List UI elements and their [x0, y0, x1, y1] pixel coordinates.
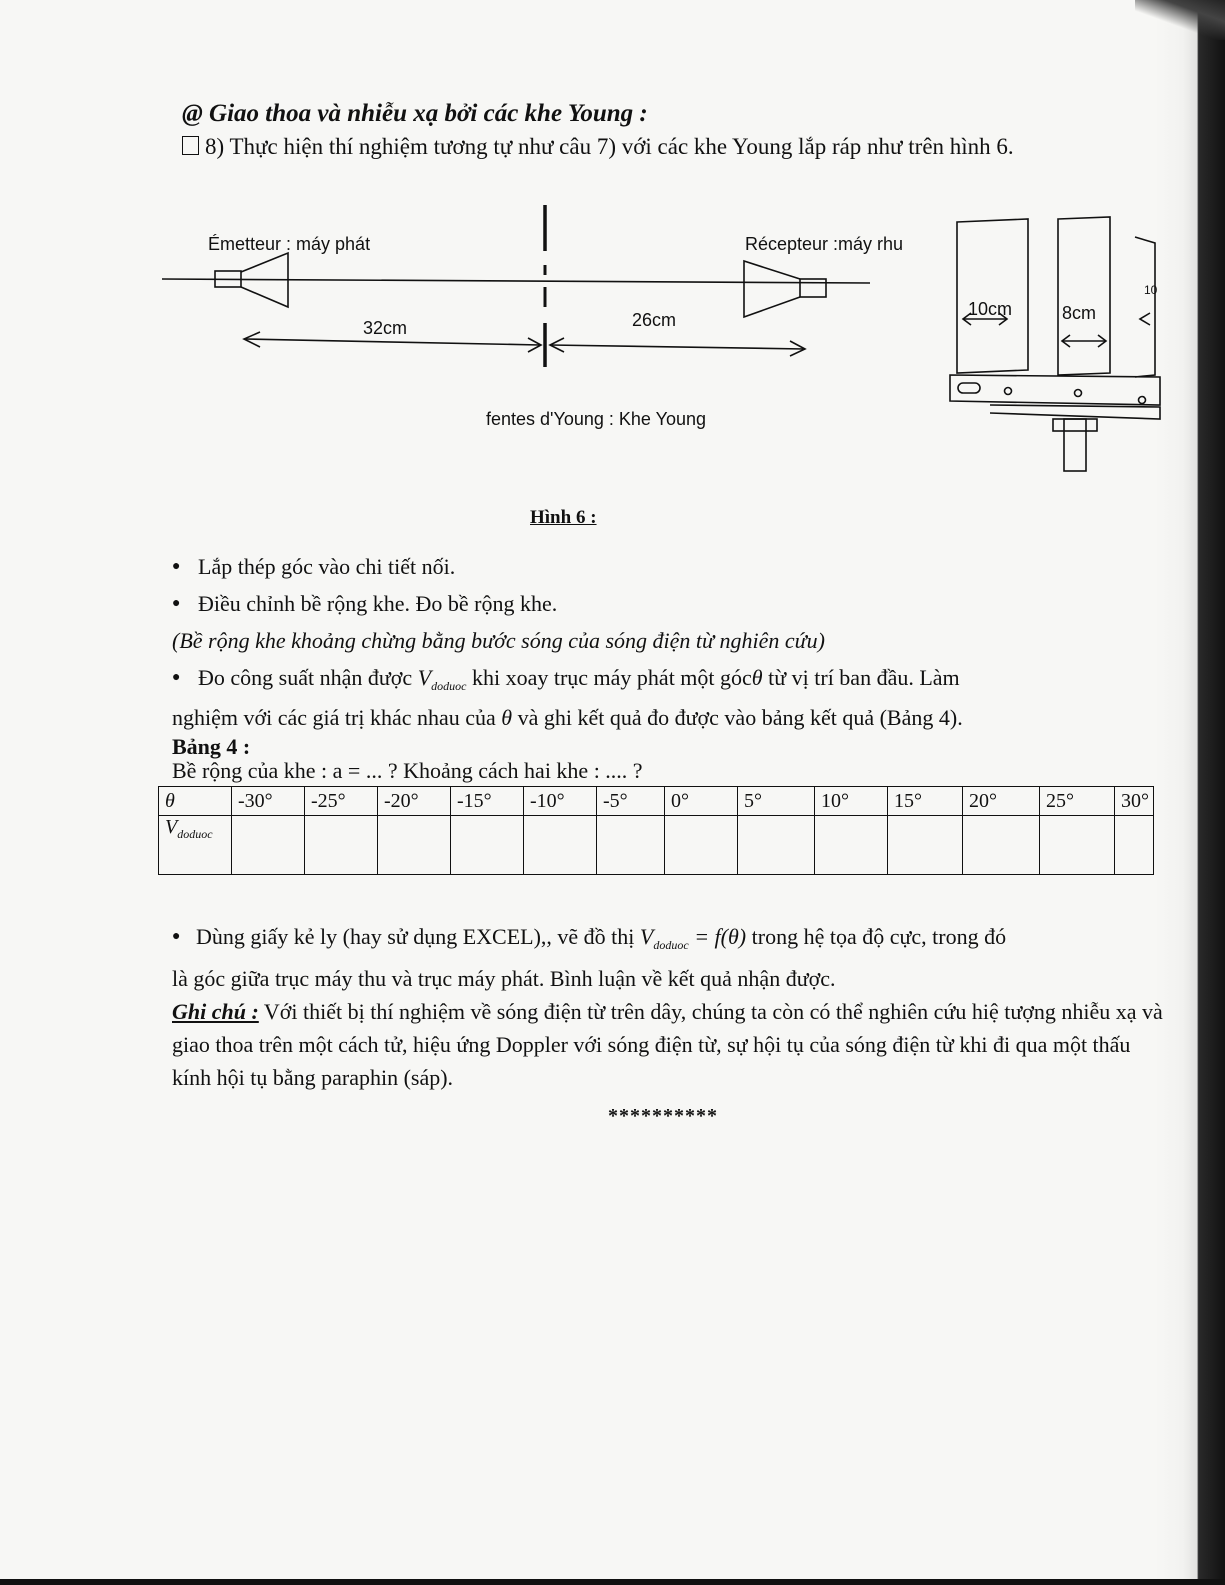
- slit-width-2: 8cm: [1062, 303, 1097, 323]
- slit-plate-2: [1058, 217, 1110, 375]
- slit-width-note: (Bề rộng khe khoảng chừng bằng bước sóng của sóng điện từ nghiên cứu): [172, 628, 825, 653]
- distance-arrow-right: [550, 345, 805, 349]
- optical-axis-line: [162, 279, 870, 283]
- support-post: [1064, 419, 1086, 471]
- question-8-text: 8) Thực hiện thí nghiệm tương tự như câu 7) với các khe Young lắp ráp như trên hình 6.: [205, 134, 1014, 159]
- value-cell: [451, 816, 524, 875]
- table-row-angles: [159, 787, 1154, 816]
- checkbox-icon: [182, 136, 199, 155]
- figure-6: [160, 195, 1170, 485]
- distance-arrow-left: [245, 339, 540, 345]
- results-table: [158, 786, 1154, 875]
- distance-label-right: 26cm: [632, 310, 677, 330]
- bullet-1: ● Lắp thép góc vào chi tiết nối.: [172, 548, 1172, 585]
- figure-title: Hình 6 :: [530, 507, 597, 528]
- angle-cell: -30°: [232, 787, 305, 816]
- value-cell: [888, 816, 963, 875]
- v-subscript: doduoc: [431, 679, 467, 693]
- v-header: [159, 816, 232, 875]
- theta-symbol: θ: [751, 665, 763, 690]
- width-arrow-3-head: [1140, 313, 1150, 325]
- plot-text-c: là góc giữa trục máy thu và trục máy phát. Bình luận về kết quả nhận được.: [172, 966, 836, 991]
- base-hole-1: [958, 383, 980, 393]
- note-paragraph: [172, 995, 1172, 1094]
- table-4-title: Bảng 4 :: [172, 734, 251, 759]
- bullet-2: ● Điều chỉnh bề rộng khe. Đo bề rộng khe.: [172, 585, 1172, 622]
- bullet-3-text-c: từ vị trí ban đầu. Làm: [768, 665, 960, 690]
- slit-width-1: 10cm: [968, 299, 1013, 319]
- bottom-edge: [0, 1579, 1225, 1585]
- theta-symbol-2: θ: [501, 705, 513, 730]
- angle-cell: 20°: [963, 787, 1040, 816]
- value-cell: [665, 816, 738, 875]
- bullet-3-text-d: nghiệm với các giá trị khác nhau của: [172, 705, 496, 730]
- v-header-symbol: V: [165, 816, 178, 838]
- value-cell: [524, 816, 597, 875]
- slit-plate-1: [957, 219, 1028, 373]
- plot-v-subscript: doduoc: [653, 938, 689, 952]
- value-cell: [738, 816, 815, 875]
- note-label: Ghi chú :: [172, 999, 259, 1024]
- value-cell: [305, 816, 378, 875]
- table-row-values: [159, 816, 1154, 875]
- angle-cell: 15°: [888, 787, 963, 816]
- value-cell: [815, 816, 888, 875]
- plot-text-a: Dùng giấy kẻ ly (hay sử dụng EXCEL),, vẽ đồ thị: [196, 924, 635, 949]
- angle-cell: 5°: [738, 787, 815, 816]
- theta-header: θ: [159, 787, 232, 816]
- slit-plate-3: [1135, 237, 1158, 377]
- value-cell: [232, 816, 305, 875]
- end-stars: **********: [608, 1105, 718, 1127]
- v-header-subscript: doduoc: [177, 827, 213, 841]
- angle-cell: 10°: [815, 787, 888, 816]
- base-screw-1: [1005, 388, 1012, 395]
- angle-cell: -10°: [524, 787, 597, 816]
- receiver-body: [800, 279, 826, 297]
- angle-cell: 30°: [1115, 787, 1154, 816]
- base-screw-2: [1075, 390, 1082, 397]
- value-cell: [963, 816, 1040, 875]
- note-text: Với thiết bị thí nghiệm về sóng điện từ trên dây, chúng ta còn có thể nghiên cứu hiệ tượng nhiễu xạ và giao thoa trên một cách tử, hiệu ứng Doppler với sóng điện từ, sự hội tụ của sóng điện từ khi đi qua một thấu kính hội tụ bằng paraphin (sáp).: [172, 999, 1163, 1090]
- receiver-label: Récepteur :máy rhu: [745, 234, 904, 254]
- slit-base-lower: [990, 405, 1160, 419]
- bullet-3-text-e: và ghi kết quả đo được vào bảng kết quả (Bảng 4).: [517, 705, 963, 730]
- instructions: [172, 548, 1172, 765]
- angle-cell: -20°: [378, 787, 451, 816]
- question-8: [182, 134, 1014, 160]
- support-collar: [1053, 419, 1097, 431]
- table-caption: Bề rộng của khe : a = ... ? Khoảng cách hai khe : .... ?: [172, 758, 643, 783]
- v-symbol: V: [417, 665, 432, 690]
- emitter-label: Émetteur : máy phát: [208, 234, 371, 254]
- plot-v-symbol: V: [639, 924, 654, 949]
- page-corner-fold: [1135, 0, 1225, 40]
- angle-cell: 25°: [1040, 787, 1115, 816]
- angle-cell: -5°: [597, 787, 665, 816]
- bullet-3: [172, 659, 1172, 705]
- plot-text-b: trong hệ tọa độ cực, trong đó: [751, 924, 1007, 949]
- base-screw-3: [1139, 397, 1146, 404]
- angle-cell: -15°: [451, 787, 524, 816]
- receiver-horn: [744, 261, 800, 317]
- slit-width-3: 10: [1144, 283, 1158, 297]
- value-cell: [1115, 816, 1154, 875]
- plot-instruction: [172, 920, 1172, 962]
- bullet-3-text-a: Đo công suất nhận được: [198, 665, 413, 690]
- value-cell: [378, 816, 451, 875]
- value-cell: [597, 816, 665, 875]
- slit-base: [950, 375, 1160, 405]
- angle-cell: -25°: [305, 787, 378, 816]
- angle-cell: 0°: [665, 787, 738, 816]
- slits-label: fentes d'Young : Khe Young: [486, 409, 706, 429]
- bullet-3-text-b: khi xoay trục máy phát một góc: [471, 665, 752, 690]
- closing-section: [172, 920, 1172, 1094]
- value-cell: [1040, 816, 1115, 875]
- distance-label-left: 32cm: [363, 318, 408, 338]
- section-heading: @ Giao thoa và nhiễu xạ bởi các khe Young :: [182, 100, 648, 127]
- plot-equation: = f(θ): [694, 924, 747, 949]
